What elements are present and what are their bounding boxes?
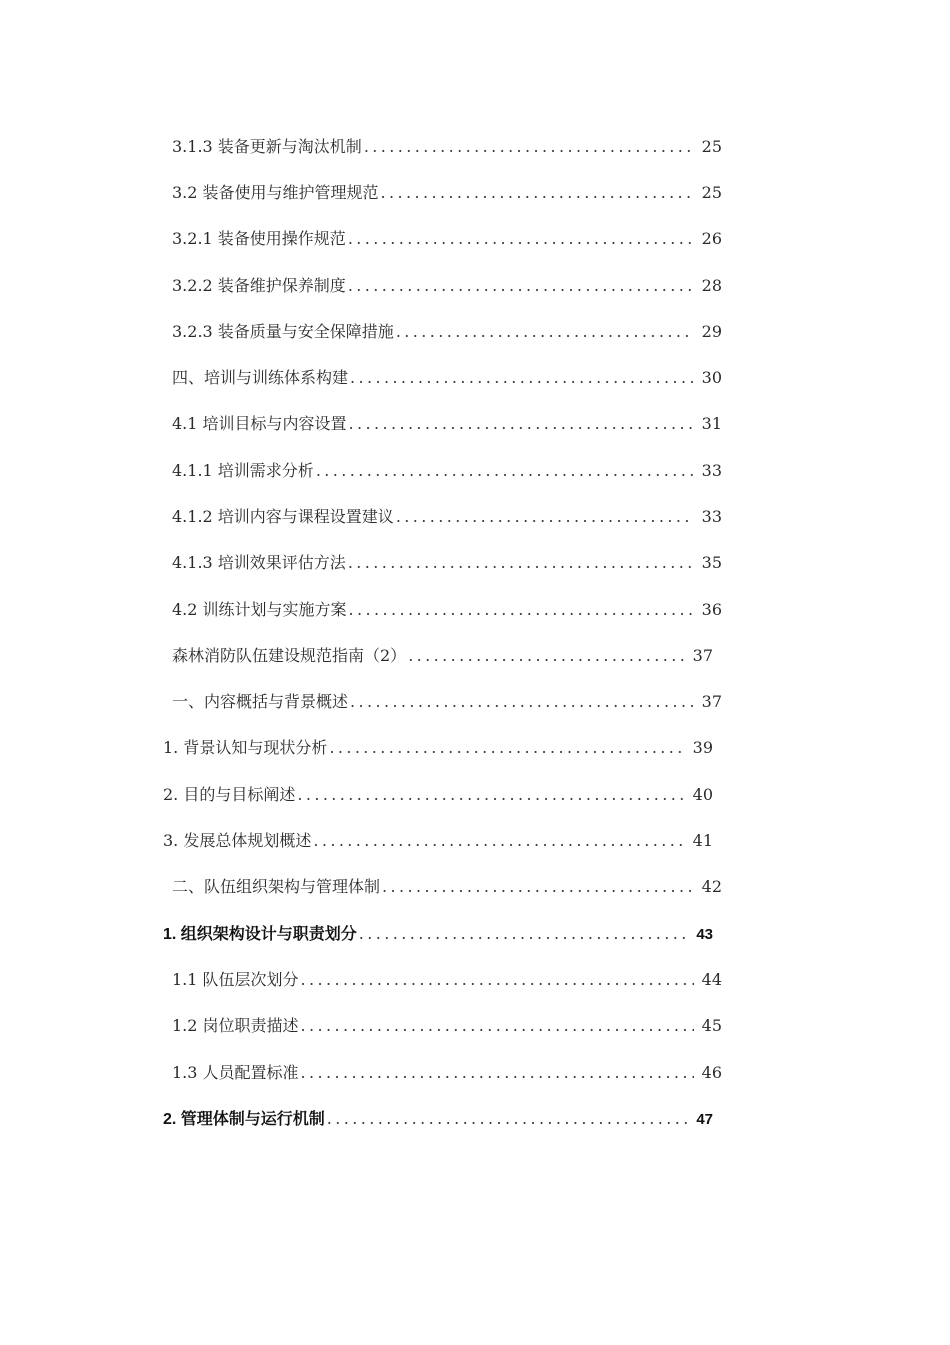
toc-page-number: 33	[701, 507, 722, 526]
toc-entry[interactable]	[172, 1062, 722, 1084]
toc-entry-label: 3.2 装备使用与维护管理规范	[172, 183, 379, 202]
toc-entry-label: 2. 目的与目标阐述	[163, 785, 296, 804]
toc-entry[interactable]	[172, 182, 722, 204]
toc-entry-label: 2. 管理体制与运行机制	[163, 1111, 325, 1128]
toc-entry-label: 1.3 人员配置标准	[172, 1063, 299, 1082]
toc-page-number: 25	[701, 137, 722, 156]
toc-entry-label: 四、培训与训练体系构建	[172, 368, 349, 387]
toc-entry-label: 3.1.3 装备更新与淘汰机制	[172, 137, 362, 156]
toc-leader-dots	[297, 784, 684, 806]
toc-leader-dots	[348, 552, 694, 574]
toc-entry[interactable]	[172, 645, 713, 667]
toc-entry-label: 3.2.3 装备质量与安全保障措施	[172, 322, 394, 341]
toc-page-number: 42	[701, 877, 722, 896]
toc-entry-label: 4.1.1 培训需求分析	[172, 461, 314, 480]
toc-leader-dots	[349, 413, 694, 435]
toc-entry-label: 3.2.1 装备使用操作规范	[172, 229, 346, 248]
toc-page-number: 40	[692, 785, 713, 804]
toc-entry-label: 一、内容概括与背景概述	[172, 692, 349, 711]
toc-entry[interactable]	[163, 784, 713, 806]
toc-entry[interactable]	[163, 1108, 713, 1130]
toc-entry[interactable]	[172, 552, 722, 574]
toc-entry[interactable]	[172, 599, 722, 621]
toc-leader-dots	[349, 599, 694, 621]
toc-page-number: 37	[692, 646, 713, 665]
toc-page-number: 29	[701, 322, 722, 341]
toc-entry-label: 1. 组织架构设计与职责划分	[163, 926, 357, 943]
toc-page-number: 26	[701, 229, 722, 248]
toc-page-number: 47	[696, 1111, 713, 1128]
toc-entry[interactable]	[172, 367, 722, 389]
toc-entry[interactable]	[172, 506, 722, 528]
toc-leader-dots	[396, 321, 694, 343]
toc-entry[interactable]	[163, 830, 713, 852]
toc-page-number: 44	[701, 970, 722, 989]
toc-page-number: 43	[696, 926, 713, 943]
toc-entry[interactable]	[163, 923, 713, 945]
toc-leader-dots	[313, 830, 684, 852]
toc-leader-dots	[364, 136, 694, 158]
toc-page-number: 30	[701, 368, 722, 387]
toc-entry-label: 4.2 训练计划与实施方案	[172, 600, 347, 619]
toc-entry[interactable]	[172, 460, 722, 482]
toc-entry-label: 1. 背景认知与现状分析	[163, 738, 328, 757]
toc-leader-dots	[396, 506, 694, 528]
toc-leader-dots	[301, 969, 694, 991]
toc-entry[interactable]	[172, 136, 722, 158]
toc-page-number: 25	[701, 183, 722, 202]
toc-entry[interactable]	[172, 413, 722, 435]
toc-entry-label: 1.2 岗位职责描述	[172, 1016, 299, 1035]
toc-leader-dots	[301, 1062, 694, 1084]
toc-page-number: 33	[701, 461, 722, 480]
toc-leader-dots	[329, 737, 684, 759]
toc-leader-dots	[408, 645, 684, 667]
toc-entry[interactable]	[172, 275, 722, 297]
toc-entry[interactable]	[172, 876, 722, 898]
toc-entry-label: 4.1.2 培训内容与课程设置建议	[172, 507, 394, 526]
toc-leader-dots	[350, 691, 694, 713]
toc-page-number: 31	[701, 414, 722, 433]
toc-leader-dots	[359, 923, 687, 945]
toc-entry[interactable]	[172, 1015, 722, 1037]
toc-leader-dots	[301, 1015, 694, 1037]
toc-entry-label: 二、队伍组织架构与管理体制	[172, 877, 381, 896]
toc-entry-label: 1.1 队伍层次划分	[172, 970, 299, 989]
toc-leader-dots	[327, 1108, 687, 1130]
toc-page-number: 35	[701, 553, 722, 572]
toc-leader-dots	[316, 460, 694, 482]
toc-page-number: 45	[701, 1016, 722, 1035]
toc-entry[interactable]	[172, 969, 722, 991]
toc-page-number: 37	[701, 692, 722, 711]
toc-page-number: 36	[701, 600, 722, 619]
toc-entry-label: 森林消防队伍建设规范指南（2）	[172, 646, 407, 665]
toc-entry-label: 3.2.2 装备维护保养制度	[172, 276, 346, 295]
toc-entry-label: 3. 发展总体规划概述	[163, 831, 312, 850]
toc-entry[interactable]	[163, 737, 713, 759]
toc-leader-dots	[348, 228, 694, 250]
toc-page-number: 39	[692, 738, 713, 757]
toc-entry[interactable]	[172, 691, 722, 713]
toc-entry[interactable]	[172, 321, 722, 343]
toc-page-number: 41	[692, 831, 713, 850]
toc-leader-dots	[348, 275, 694, 297]
toc-entry-label: 4.1.3 培训效果评估方法	[172, 553, 346, 572]
toc-leader-dots	[350, 367, 694, 389]
toc-leader-dots	[381, 182, 694, 204]
toc-page-number: 28	[701, 276, 722, 295]
toc-entry[interactable]	[172, 228, 722, 250]
toc-leader-dots	[382, 876, 694, 898]
toc-entry-label: 4.1 培训目标与内容设置	[172, 414, 347, 433]
toc-page-number: 46	[701, 1063, 722, 1082]
